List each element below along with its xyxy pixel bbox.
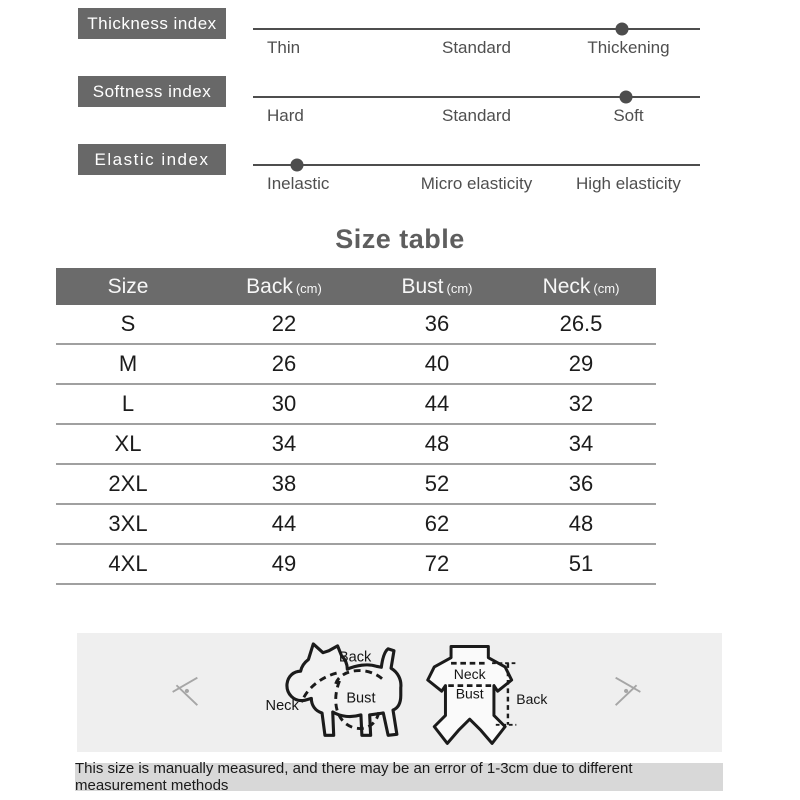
table-row xyxy=(56,425,656,465)
level-label: Standard xyxy=(441,106,511,125)
thickness-index-levels xyxy=(253,38,700,60)
carousel-right-icon[interactable] xyxy=(609,671,647,709)
thickness-index-dot xyxy=(616,23,629,36)
dog-measurement-diagram xyxy=(253,637,428,751)
softness-index-dot xyxy=(619,91,632,104)
carousel-left-icon[interactable] xyxy=(166,671,204,709)
col-header-back: Back (cm) xyxy=(246,274,322,298)
measurement-note: This size is manually measured, and there may be an error of 1-3cm due to different measurement methods xyxy=(75,763,723,791)
dog-bust-label: Bust xyxy=(346,690,376,707)
cell-bust: 52 xyxy=(424,471,450,496)
cell-neck: 26.5 xyxy=(559,311,603,336)
cell-size: L xyxy=(121,391,135,416)
garment-bust-label: Bust xyxy=(455,685,484,702)
size-table xyxy=(56,268,656,585)
cell-back: 38 xyxy=(271,471,297,496)
softness-index-track xyxy=(253,96,700,98)
dog-neck-label: Neck xyxy=(265,698,299,715)
level-label: High elasticity xyxy=(576,174,681,193)
cell-bust: 48 xyxy=(424,431,450,456)
cell-neck: 34 xyxy=(568,431,594,456)
cell-size: 3XL xyxy=(108,511,148,536)
table-row xyxy=(56,505,656,545)
elastic-index-dot xyxy=(290,159,303,172)
cell-back: 34 xyxy=(271,431,297,456)
thickness-index-label: Thickness index xyxy=(78,8,226,39)
table-row xyxy=(56,305,656,345)
cell-neck: 29 xyxy=(568,351,594,376)
table-row xyxy=(56,545,656,585)
level-label: Thickening xyxy=(587,38,670,57)
col-header-neck: Neck (cm) xyxy=(542,274,620,298)
elastic-index-row xyxy=(0,144,800,204)
garment-neck-label: Neck xyxy=(453,666,486,683)
cell-back: 44 xyxy=(271,511,297,536)
level-label: Soft xyxy=(613,106,644,125)
cell-back: 30 xyxy=(271,391,297,416)
cell-bust: 40 xyxy=(424,351,450,376)
cell-neck: 36 xyxy=(568,471,594,496)
softness-index-row xyxy=(0,76,800,136)
cell-size: 4XL xyxy=(108,551,148,576)
elastic-index-label: Elastic index xyxy=(78,144,226,175)
size-table-header xyxy=(56,268,656,305)
table-row xyxy=(56,385,656,425)
thickness-index-track xyxy=(253,28,700,30)
level-label: Micro elasticity xyxy=(420,174,533,193)
cell-bust: 72 xyxy=(424,551,450,576)
cell-size: S xyxy=(120,311,136,336)
garment-back-label: Back xyxy=(516,691,548,708)
dog-back-label: Back xyxy=(338,649,372,666)
table-row xyxy=(56,345,656,385)
table-row xyxy=(56,465,656,505)
cell-back: 22 xyxy=(271,311,297,336)
softness-index-levels xyxy=(253,106,700,128)
elastic-index-levels xyxy=(253,174,700,196)
cell-neck: 51 xyxy=(568,551,594,576)
cell-size: XL xyxy=(114,431,142,456)
measurement-diagram-panel xyxy=(77,633,722,752)
garment-measurement-diagram xyxy=(423,639,563,749)
level-label: Thin xyxy=(267,38,301,57)
cell-neck: 48 xyxy=(568,511,594,536)
cell-bust: 36 xyxy=(424,311,450,336)
cell-bust: 44 xyxy=(424,391,450,416)
cell-size: M xyxy=(118,351,138,376)
cell-back: 49 xyxy=(271,551,297,576)
cell-size: 2XL xyxy=(108,471,148,496)
cell-back: 26 xyxy=(271,351,297,376)
level-label: Inelastic xyxy=(267,174,330,193)
col-header-bust: Bust (cm) xyxy=(401,274,473,298)
softness-index-label: Softness index xyxy=(78,76,226,107)
thickness-index-row xyxy=(0,8,800,68)
cell-neck: 32 xyxy=(568,391,594,416)
cell-bust: 62 xyxy=(424,511,450,536)
level-label: Standard xyxy=(441,38,511,57)
size-table-title: Size table xyxy=(335,224,465,254)
level-label: Hard xyxy=(267,106,304,125)
elastic-index-track xyxy=(253,164,700,166)
col-header-size: Size xyxy=(107,274,149,298)
